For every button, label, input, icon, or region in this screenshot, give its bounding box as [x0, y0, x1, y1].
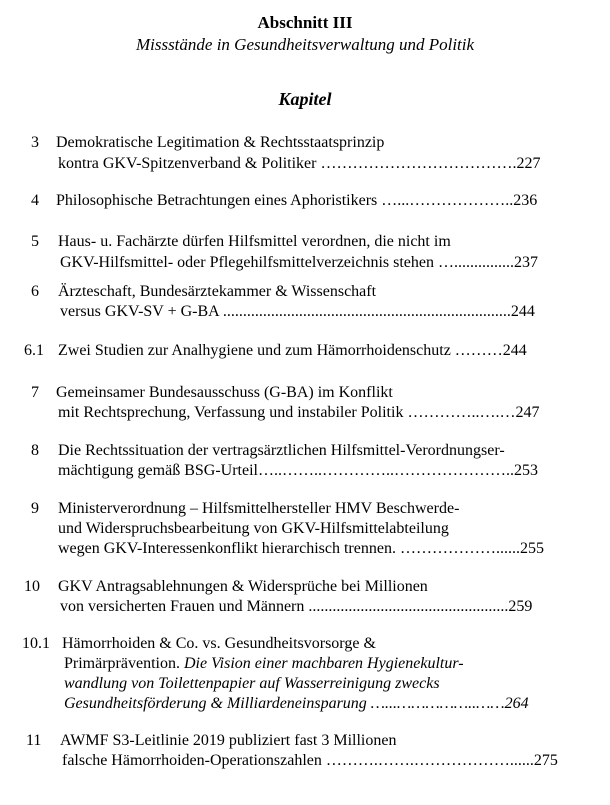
toc-line: Gemeinsamer Bundesausschuss (G-BA) im Konflikt — [56, 384, 393, 401]
toc-line: Philosophische Betrachtungen eines Aphoristikers …...………………..236 — [56, 192, 538, 209]
toc-line: von versicherten Frauen und Männern ..................................................259 — [60, 598, 533, 615]
toc-line: mit Rechtsprechung, Verfassung und instabiler Politik …………..….…247 — [58, 404, 540, 421]
toc-number: 6 — [31, 283, 39, 300]
toc-line: AWMF S3-Leitlinie 2019 publiziert fast 3 Millionen — [60, 732, 397, 749]
toc-line — [64, 694, 529, 714]
section-heading: Abschnitt III — [257, 13, 353, 32]
toc-number: 11 — [26, 732, 42, 749]
toc-line: GKV-Hilfsmittel- oder Pflegehilfsmittelverzeichnis stehen …...............237 — [60, 254, 538, 271]
toc-line-italic: Gesundheitsförderung & Milliardeneinsparung …...……………..……264 — [64, 695, 529, 712]
toc-line: Ärzteschaft, Bundesärztekammer & Wissenschaft — [58, 283, 377, 300]
toc-line: Die Rechtssituation der vertragsärztlichen Hilfsmittel-Verordnungser- — [58, 442, 505, 459]
toc-line: und Widerspruchsbearbeitung von GKV-Hilfsmittelabteilung — [58, 520, 449, 537]
toc-line: GKV Antragsablehnungen & Widersprüche bei Millionen — [58, 578, 428, 595]
toc-line: mächtigung gemäß BSG-Urteil…..……..…………..…………………..253 — [58, 462, 538, 479]
toc-number: 10 — [24, 578, 40, 595]
toc-line: Zwei Studien zur Analhygiene und zum Hämorrhoidenschutz ………244 — [58, 342, 527, 359]
toc-line: versus GKV-SV + G-BA ........................................................................244 — [60, 303, 535, 320]
section-subtitle: Missstände in Gesundheitsverwaltung und Politik — [135, 35, 475, 54]
toc-line: Haus- u. Fachärzte dürfen Hilfsmittel verordnen, die nicht im — [58, 233, 451, 250]
toc-line — [64, 654, 464, 674]
toc-line: wegen GKV-Interessenkonflikt hierarchisch trennen. ………………......255 — [58, 540, 544, 557]
kapitel-heading: Kapitel — [278, 89, 332, 109]
toc-number: 7 — [31, 384, 39, 401]
toc-line: falsche Hämorrhoiden-Operationszahlen ……….…….………………......275 — [62, 752, 558, 769]
toc-number: 10.1 — [22, 635, 50, 652]
toc-line: kontra GKV-Spitzenverband & Politiker ……………………………….227 — [58, 155, 541, 172]
toc-number: 8 — [31, 442, 39, 459]
toc-line: Hämorrhoiden & Co. vs. Gesundheitsvorsorge & — [62, 635, 376, 652]
toc-number: 4 — [31, 192, 39, 209]
toc-number: 3 — [31, 134, 39, 151]
toc-line-italic: Die Vision einer machbaren Hygienekultur- — [183, 655, 464, 672]
toc-number: 6.1 — [24, 342, 44, 359]
toc-number: 5 — [31, 233, 39, 250]
toc-line: Ministerverordnung – Hilfsmittelhersteller HMV Beschwerde- — [58, 500, 460, 517]
toc-line-lead: Primärprävention. — [64, 655, 180, 672]
toc-line: wandlung von Toilettenpapier auf Wasserreinigung zwecks — [64, 675, 440, 692]
toc-number: 9 — [31, 500, 39, 517]
toc-line: Demokratische Legitimation & Rechtsstaatsprinzip — [56, 134, 385, 151]
